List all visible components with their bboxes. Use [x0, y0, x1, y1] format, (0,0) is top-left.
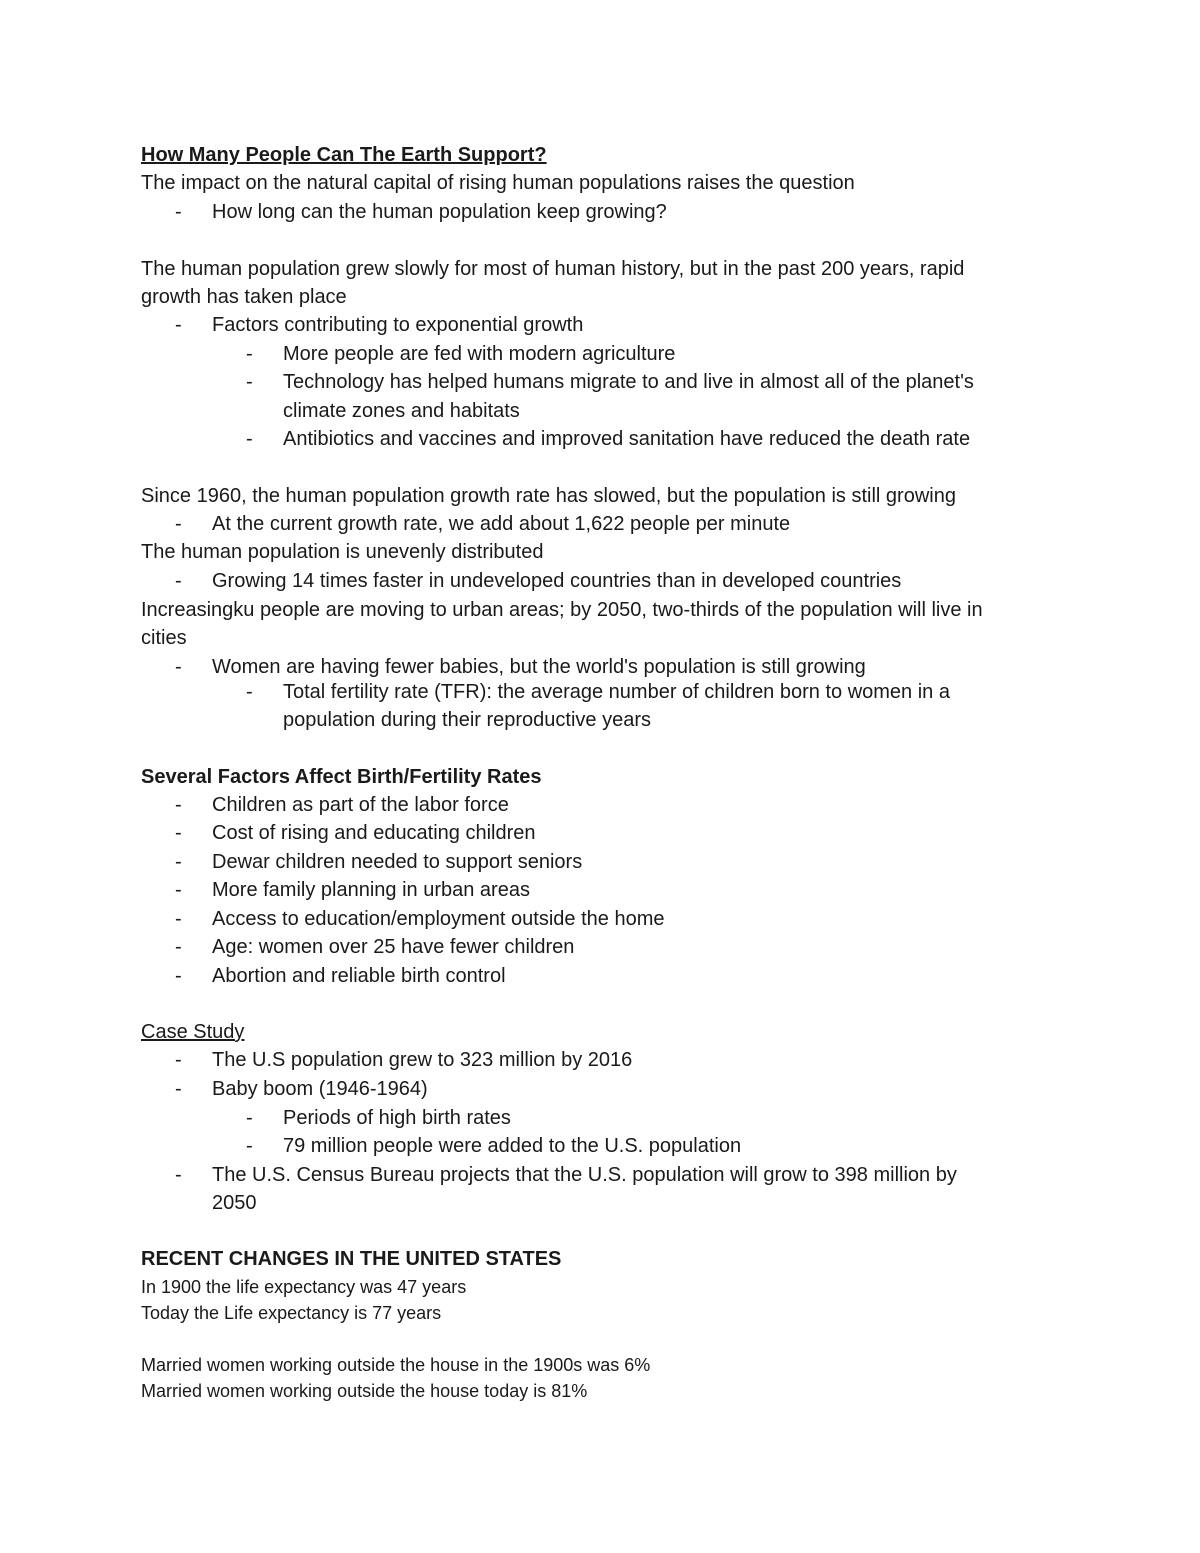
factor-technology-line2: climate zones and habitats [283, 400, 520, 422]
women-bullet: Women are having fewer babies, but the world's population is still growing [212, 656, 866, 678]
case-study-item-line2: 2050 [212, 1192, 257, 1214]
section-title-earth-support: How Many People Can The Earth Support? [141, 144, 547, 166]
life-expectancy-1900: In 1900 the life expectancy was 47 years [141, 1277, 467, 1297]
bullet-dash: - [246, 1107, 253, 1129]
bullet-dash: - [175, 513, 182, 535]
uneven-text: The human population is unevenly distributed [141, 541, 544, 563]
growth-text-line1: The human population grew slowly for most of human history, but in the past 200 years, rapid [141, 258, 965, 280]
bullet-dash: - [246, 681, 253, 703]
bullet-dash: - [175, 656, 182, 678]
growth-text-line2: growth has taken place [141, 286, 347, 308]
factor-technology-line1: Technology has helped humans migrate to and live in almost all of the planet's [283, 371, 974, 393]
bullet-dash: - [175, 879, 182, 901]
bullet-dash: - [175, 965, 182, 987]
bullet-dash: - [175, 851, 182, 873]
fertility-factor: Access to education/employment outside the home [212, 908, 665, 930]
life-expectancy-today: Today the Life expectancy is 77 years [141, 1303, 442, 1323]
married-women-today: Married women working outside the house today is 81% [141, 1381, 588, 1401]
fertility-factor: Cost of rising and educating children [212, 822, 536, 844]
growth-rate-bullet: At the current growth rate, we add about 1,622 people per minute [212, 513, 791, 535]
bullet-dash: - [175, 794, 182, 816]
bullet-dash: - [246, 371, 253, 393]
fertility-factor: Dewar children needed to support seniors [212, 851, 583, 873]
married-women-1900s: Married women working outside the house in the 1900s was 6% [141, 1355, 651, 1375]
bullet-dash: - [175, 314, 182, 336]
section-title-case-study: Case Study [141, 1021, 245, 1043]
bullet-dash: - [246, 428, 253, 450]
case-study-item: The U.S population grew to 323 million by 2016 [212, 1049, 633, 1071]
fertility-factor: More family planning in urban areas [212, 879, 530, 901]
since-1960-text: Since 1960, the human population growth rate has slowed, but the population is still growing [141, 485, 956, 507]
fertility-factor: Abortion and reliable birth control [212, 965, 506, 987]
urban-text-line1: Increasingku people are moving to urban areas; by 2050, two-thirds of the population will live in [141, 599, 983, 621]
factors-bullet: Factors contributing to exponential growth [212, 314, 584, 336]
urban-text-line2: cities [141, 627, 187, 649]
factor-antibiotics: Antibiotics and vaccines and improved sanitation have reduced the death rate [283, 428, 971, 450]
tfr-text-line1: Total fertility rate (TFR): the average number of children born to women in a [283, 681, 950, 703]
case-study-subitem: Periods of high birth rates [283, 1107, 511, 1129]
bullet-dash: - [246, 343, 253, 365]
bullet-dash: - [175, 908, 182, 930]
bullet-dash: - [175, 822, 182, 844]
bullet-dash: - [175, 570, 182, 592]
fertility-factor: Children as part of the labor force [212, 794, 509, 816]
bullet-dash: - [175, 1164, 182, 1186]
case-study-item: Baby boom (1946-1964) [212, 1078, 428, 1100]
bullet-dash: - [175, 201, 182, 223]
uneven-bullet: Growing 14 times faster in undeveloped countries than in developed countries [212, 570, 902, 592]
intro-text: The impact on the natural capital of rising human populations raises the question [141, 172, 855, 194]
bullet-dash: - [246, 1135, 253, 1157]
intro-bullet: How long can the human population keep growing? [212, 201, 667, 223]
tfr-text-line2: population during their reproductive years [283, 709, 651, 731]
bullet-dash: - [175, 1049, 182, 1071]
case-study-item-line1: The U.S. Census Bureau projects that the U.S. population will grow to 398 million by [212, 1164, 957, 1186]
bullet-dash: - [175, 936, 182, 958]
section-title-recent-changes: RECENT CHANGES IN THE UNITED STATES [141, 1248, 562, 1270]
section-title-fertility: Several Factors Affect Birth/Fertility Rates [141, 766, 542, 788]
bullet-dash: - [175, 1078, 182, 1100]
case-study-subitem: 79 million people were added to the U.S. population [283, 1135, 742, 1157]
fertility-factor: Age: women over 25 have fewer children [212, 936, 575, 958]
factor-agriculture: More people are fed with modern agriculture [283, 343, 676, 365]
